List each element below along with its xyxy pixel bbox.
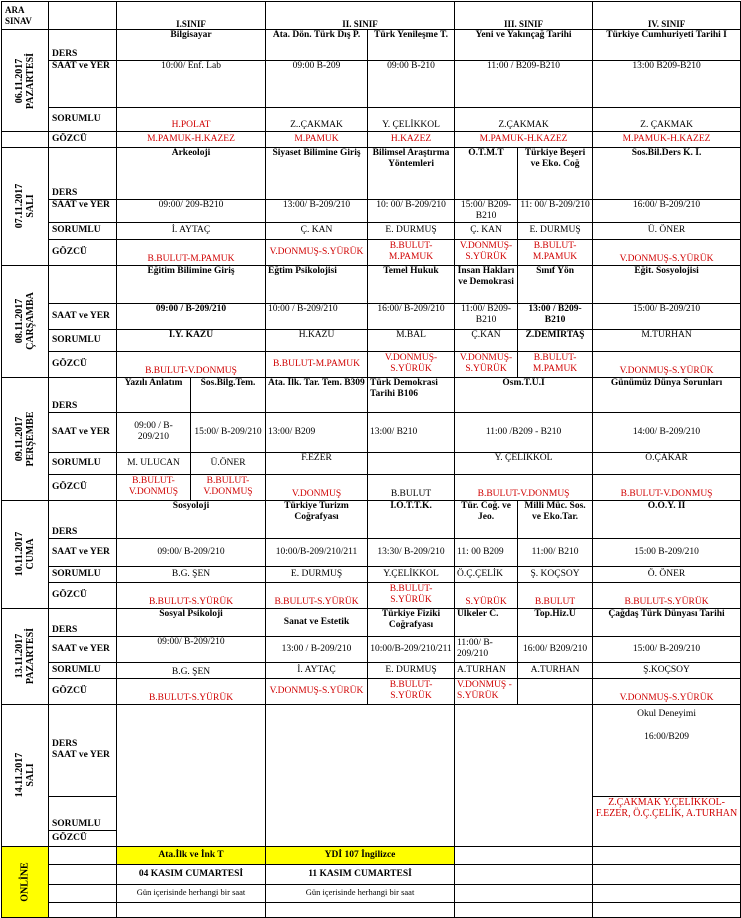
course-name: Eğtim Psikolojisi [266, 265, 368, 303]
proctor: V.DONMUŞ-S.YÜRÜK [266, 678, 368, 704]
row-blank [2, 132, 49, 148]
responsible: İ.Y. KAZU [117, 329, 266, 351]
proctor: H.KAZEZ [368, 132, 455, 148]
sorumlu-label: SORUMLU [49, 222, 117, 239]
sorumlu-label: SORUMLU [49, 108, 117, 132]
day-date: 08.11.2017 [14, 299, 25, 344]
course-name: Eğit. Sosyolojisi [593, 265, 741, 303]
course-name: Temel Hukuk [368, 265, 455, 303]
day-date: 14.11.2017 [14, 753, 25, 798]
gozcu-label: GÖZCÜ [49, 132, 117, 148]
proctor: B.BULUT-M.PAMUK [117, 239, 266, 265]
responsible: Ç. KAN [266, 222, 368, 239]
responsible: Z..ÇAKMAK [266, 108, 368, 132]
gozcu-label: GÖZCÜ [49, 582, 117, 608]
course-name: Sanat ve Estetik [266, 608, 368, 636]
row-blank [49, 846, 117, 864]
sorumlu-label: SORUMLU [49, 796, 117, 830]
course-name: Ö.Ö.Y. II [593, 500, 741, 538]
online-course: Ata.İlk ve İnk T [117, 846, 266, 864]
proctor: V.DONMUŞ-S.YÜRÜK [593, 351, 741, 377]
day-weekday: SALI [25, 194, 36, 219]
class-header-3: III. SINIF [455, 2, 593, 30]
proctor: B.BULUT-S.YÜRÜK [368, 678, 455, 704]
ders-label: DERS [49, 30, 117, 61]
exam-schedule-table [1, 1, 741, 918]
online-course: YDİ 107 İngilizce [266, 846, 455, 864]
page-title: ARA SINAV [2, 2, 49, 30]
proctor: B.BULUT [518, 582, 593, 608]
online-note: Gün içerisinde herhangi bir saat [266, 884, 455, 902]
course-name: Sınıf Yön [518, 265, 593, 303]
responsible: H.POLAT [117, 108, 266, 132]
course-name: Arkeoloji [117, 148, 266, 200]
day-date: 07.11.2017 [14, 184, 25, 229]
class-header-2: II. SINIF [266, 2, 455, 30]
course-name: Tür. Coğ. ve Jeo. [455, 500, 518, 538]
gozcu-label: GÖZCÜ [49, 830, 117, 846]
proctor: B.BULUT-S.YÜRÜK [266, 582, 368, 608]
responsible: Y. ÇELİKKOL [368, 108, 455, 132]
online-label [2, 846, 49, 917]
course-name: Yazılı Anlatım [117, 377, 191, 412]
gozcu-label: GÖZCÜ [49, 474, 117, 500]
proctor: V.DONMUŞ-S.YÜRÜK [455, 351, 518, 377]
ders-label: DERS [49, 608, 117, 636]
responsible: Ö.Ç.ÇELİK [455, 566, 518, 582]
header-row [2, 2, 741, 30]
day-label [2, 148, 49, 266]
responsible: Ü. ÖNER [593, 222, 741, 239]
proctor: B.BULUT-V.DONMUŞ [593, 474, 741, 500]
proctor: V.DONMUŞ-S.YÜRÜK [368, 351, 455, 377]
responsible: A.TURHAN [455, 662, 518, 678]
course-name: Türk Demokrasi Tarihi B106 [368, 377, 455, 412]
day-weekday: PAZARTESİ [25, 52, 36, 109]
course-name: Sos.Bilg.Tem. [191, 377, 266, 412]
online-date: 04 KASIM CUMARTESİ [117, 864, 266, 884]
exam-time: 09:00 / B-209/210 [117, 303, 266, 329]
exam-time: 15:00/ B-209/210 [593, 303, 741, 329]
row-blank [49, 902, 117, 917]
ders-label: DERS [52, 739, 78, 750]
online-note: Gün içerisinde herhangi bir saat [117, 884, 266, 902]
online-label-text: ONLİNE [19, 862, 31, 902]
exam-time: 11:00/ B209-B210 [455, 303, 518, 329]
empty-cell [455, 864, 593, 884]
proctor: V.DONMUŞ-S.YÜRÜK [593, 239, 741, 265]
proctor: B.BULUT-M.PAMUK [518, 239, 593, 265]
proctor: V.DONMUŞ [266, 474, 368, 500]
empty-cell [593, 884, 741, 902]
exam-time: 09:00 B-210 [368, 61, 455, 108]
proctor: M.PAMUK-H.KAZEZ [593, 132, 741, 148]
proctor: B.BULUT-S.YÜRÜK [117, 582, 266, 608]
sorumlu-label: SORUMLU [49, 662, 117, 678]
exam-time: 15:00/ B-209/210 [191, 412, 266, 452]
proctor: M.PAMUK-H.KAZEZ [117, 132, 266, 148]
exam-time: 13:30/ B-209/210 [368, 538, 455, 566]
course-name: Siyaset Bilimine Giriş [266, 148, 368, 200]
sorumlu-label: SORUMLU [49, 566, 117, 582]
day-weekday: CUMA [25, 538, 36, 570]
course-name: İnsan Hakları ve Demokrasi [455, 265, 518, 303]
day-label [2, 377, 49, 500]
day-label [2, 500, 49, 608]
responsible: E. DURMUŞ [518, 222, 593, 239]
responsible: Ö. ÖNER [593, 566, 741, 582]
exam-time: 13:00 / B209-B210 [518, 303, 593, 329]
row-blank [49, 864, 117, 884]
exam-time: 09:00/ B-209/210 [117, 538, 266, 566]
proctor: B.BULUT-V.DONMUŞ [191, 474, 266, 500]
day-weekday: SALI [25, 763, 36, 788]
proctor: B.BULUT [368, 474, 455, 500]
exam-time: 16:00/B209 [644, 731, 689, 742]
row-blank [49, 265, 117, 303]
day-weekday: PERŞEMBE [25, 411, 36, 467]
saat-label: SAAT ve YER [52, 750, 110, 761]
course-name: Bilimsel Araştırma Yöntemleri [368, 148, 455, 200]
course-cell [593, 704, 741, 796]
header-blank [49, 2, 117, 30]
exam-time: 14:00/ B-209/210 [593, 412, 741, 452]
empty-cell [593, 864, 741, 884]
exam-time: 15:00/ B-209/210 [593, 636, 741, 662]
proctor: M.PAMUK-H.KAZEZ [455, 132, 593, 148]
course-name: Türkiye Beşeri ve Eko. Coğ [518, 148, 593, 200]
exam-time: 16:00/ B209/210 [518, 636, 593, 662]
exam-time: 13:00 B209-B210 [593, 61, 741, 108]
responsible: A.TURHAN [518, 662, 593, 678]
empty-cell [455, 704, 593, 846]
exam-time: 09:00 / B-209/210 [117, 412, 191, 452]
proctor: S.YÜRÜK [455, 582, 518, 608]
exam-time: 09:00/ B-209/210 [117, 636, 266, 662]
empty-cell [593, 902, 741, 917]
responsible: M.TURHAN [593, 329, 741, 351]
exam-time: 11: 00 B209 [455, 538, 518, 566]
responsible: Z.ÇAKMAK [455, 108, 593, 132]
exam-time: 16:00/ B-209/210 [593, 200, 741, 223]
empty-cell [455, 846, 593, 864]
empty-cell [117, 704, 266, 846]
proctor: B.BULUT-M.PAMUK [518, 351, 593, 377]
responsible: Ş. KOÇSOY [518, 566, 593, 582]
responsible: Z.ÇAKMAK Y.ÇELİKKOL- F.EZER, Ö.Ç.ÇELİK, A.TURHAN [593, 796, 741, 846]
exam-time: 10:00/ Enf. Lab [117, 61, 266, 108]
responsible: İ. AYTAÇ [266, 662, 368, 678]
exam-time: 15:00 B-209/210 [593, 538, 741, 566]
course-name: Sos.Bil.Ders K. İ. [593, 148, 741, 200]
sorumlu-label: SORUMLU [49, 452, 117, 474]
saat-label: SAAT ve YER [49, 636, 117, 662]
proctor [518, 678, 593, 704]
exam-time: 13:00/ B-209/210 [266, 200, 368, 223]
day-label [2, 608, 49, 704]
ders-label: DERS [49, 500, 117, 538]
exam-time: 09:00/ 209-B210 [117, 200, 266, 223]
exam-time: 09:00 B-209 [266, 61, 368, 108]
empty-cell [266, 704, 455, 846]
proctor: B.BULUT-V.DONMUŞ [117, 351, 266, 377]
class-header-4: IV. SINIF [593, 2, 741, 30]
responsible: Z.DEMİRTAŞ [518, 329, 593, 351]
responsible: Ç.KAN [455, 329, 518, 351]
saat-label: SAAT ve YER [49, 200, 117, 223]
exam-time: 15:00/ B209-B210 [455, 200, 518, 223]
responsible: E. DURMUŞ [266, 566, 368, 582]
day-label [2, 265, 49, 377]
exam-time: 13:00/ B210 [368, 412, 455, 452]
responsible: B.G. ŞEN [117, 662, 266, 678]
proctor: B.BULUT-S.YÜRÜK [368, 582, 455, 608]
exam-time: 11:00 /B209 - B210 [455, 412, 593, 452]
proctor: B.BULUT-S.YÜRÜK [593, 582, 741, 608]
course-name: İ.Ö.T.T.K. [368, 500, 455, 538]
course-name: Ata. İlk. Tar. Tem. B309 [266, 377, 368, 412]
responsible: Ü.ÖNER [191, 452, 266, 474]
proctor: B.BULUT-M.PAMUK [266, 351, 368, 377]
exam-time: 11:00 / B209-B210 [455, 61, 593, 108]
responsible: Y.ÇELİKKOL [368, 566, 455, 582]
course-name: Yeni ve Yakınçağ Tarihi [455, 30, 593, 61]
responsible: M. ULUCAN [117, 452, 191, 474]
class-header-1: I.SINIF [117, 2, 266, 30]
responsible [368, 452, 455, 474]
day-date: 06.11.2017 [14, 58, 25, 103]
proctor: B.BULUT-V.DONMUŞ [455, 474, 593, 500]
proctor: V.DONMUŞ-S.YÜRÜK [455, 239, 518, 265]
empty-cell [266, 902, 455, 917]
course-name: Ata. Dön. Türk Dış P. [266, 30, 368, 61]
course-name: Okul Deneyimi [637, 708, 696, 719]
proctor: B.BULUT-M.PAMUK [368, 239, 455, 265]
exam-time: 10:00 / B-209/210 [266, 303, 368, 329]
exam-time: 13:00/ B209 [266, 412, 368, 452]
empty-cell [455, 902, 593, 917]
ders-saat-labels [49, 704, 117, 796]
course-name: Çağdaş Türk Dünyası Tarihi [593, 608, 741, 636]
gozcu-label: GÖZCÜ [49, 351, 117, 377]
responsible: F.EZER [266, 452, 368, 474]
course-name: Türkiye Cumhuriyeti Tarihi I [593, 30, 741, 61]
course-name: Sosyoloji [117, 500, 266, 538]
course-name: Osm.T.U.I [455, 377, 593, 412]
day-label [2, 704, 49, 846]
exam-time: 11: 00/ B-209/210 [518, 200, 593, 223]
proctor: B.BULUT-V.DONMUŞ [117, 474, 191, 500]
responsible: M.BAL [368, 329, 455, 351]
responsible: B.G. ŞEN [117, 566, 266, 582]
empty-cell [593, 846, 741, 864]
exam-time: 10:00/B-209/210/211 [368, 636, 455, 662]
exam-time: 16:00/ B-209/210 [368, 303, 455, 329]
proctor: V.DONMUŞ-S.YÜRÜK [593, 678, 741, 704]
sorumlu-label: SORUMLU [49, 329, 117, 351]
course-name: Ülkeler C. [455, 608, 518, 636]
responsible: Y. ÇELİKKOL [455, 452, 593, 474]
saat-label: SAAT ve YER [49, 303, 117, 329]
exam-time: 10:00/B-209/210/211 [266, 538, 368, 566]
day-weekday: PAZARTESİ [25, 628, 36, 685]
day-weekday: ÇARŞAMBA [25, 292, 36, 351]
proctor: M.PAMUK [266, 132, 368, 148]
exam-time: 11:00/ B-209/210 [455, 636, 518, 662]
course-name: Top.Hiz.U [518, 608, 593, 636]
proctor: V.DONMUŞ-S.YÜRÜK [266, 239, 368, 265]
responsible: E. DURMUŞ [368, 222, 455, 239]
course-name: Milli Müc. Sos. ve Eko.Tar. [518, 500, 593, 538]
ders-label: DERS [49, 148, 117, 200]
day-date: 10.11.2017 [14, 532, 25, 577]
course-name: Türk Yenileşme T. [368, 30, 455, 61]
course-name: Günümüz Dünya Sorunları [593, 377, 741, 412]
row-blank [49, 884, 117, 902]
course-name: Ö.T.M.T [455, 148, 518, 200]
course-name: Sosyal Psikoloji [117, 608, 266, 636]
responsible: Z. ÇAKMAK [593, 108, 741, 132]
proctor: V.DONMUŞ -S.YÜRÜK [455, 678, 518, 704]
day-date: 13.11.2017 [14, 634, 25, 679]
saat-label: SAAT ve YER [49, 538, 117, 566]
responsible: H.KAZU [266, 329, 368, 351]
day-date: 09.11.2017 [14, 416, 25, 462]
responsible: İ. AYTAÇ [117, 222, 266, 239]
ders-label: DERS [49, 377, 117, 412]
exam-time: 10: 00/ B-209/210 [368, 200, 455, 223]
proctor: B.BULUT-S.YÜRÜK [117, 678, 266, 704]
online-date: 11 KASIM CUMARTESİ [266, 864, 455, 884]
gozcu-label: GÖZCÜ [49, 678, 117, 704]
responsible: Ş.KOÇSOY [593, 662, 741, 678]
exam-time: 13:00 / B-209/210 [266, 636, 368, 662]
day-label [2, 30, 49, 132]
responsible: E. DURMUŞ [368, 662, 455, 678]
responsible: Ç. KAN [455, 222, 518, 239]
saat-label: SAAT ve YER [49, 61, 117, 108]
exam-time: 11:00/ B210 [518, 538, 593, 566]
empty-cell [117, 902, 266, 917]
gozcu-label: GÖZCÜ [49, 239, 117, 265]
responsible: Ö.ÇAKAR [593, 452, 741, 474]
course-name: Türkiye Turizm Coğrafyası [266, 500, 368, 538]
saat-label: SAAT ve YER [49, 412, 117, 452]
course-name: Eğitim Bilimine Giriş [117, 265, 266, 303]
course-name: Bilgisayar [117, 30, 266, 61]
course-name: Türkiye Fiziki Coğrafyası [368, 608, 455, 636]
empty-cell [455, 884, 593, 902]
